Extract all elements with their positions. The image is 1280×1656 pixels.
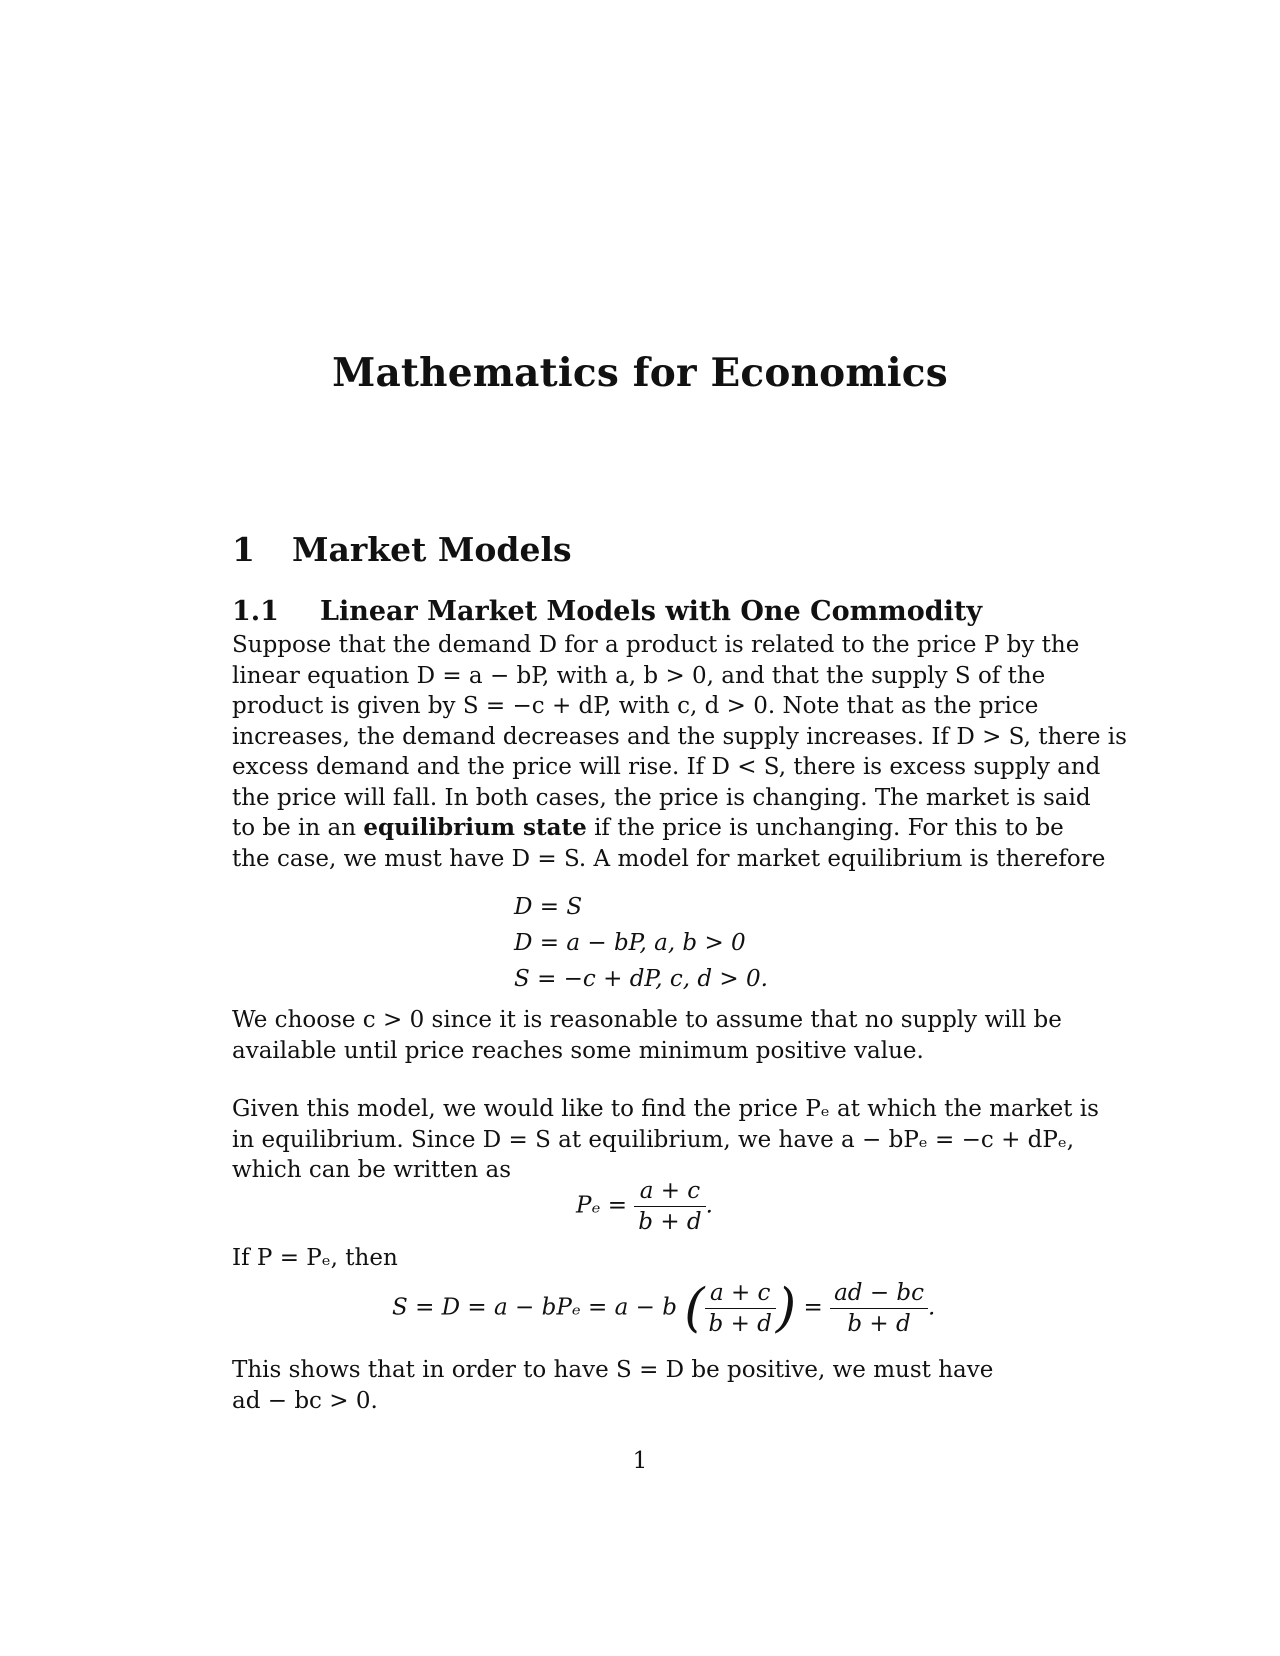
equation-supply-demand <box>392 1278 935 1339</box>
fraction <box>705 1278 776 1339</box>
text-line: which can be written as <box>232 1157 511 1183</box>
equation-line: S = −c + dP, c, d > 0. <box>514 966 768 992</box>
text-line: product is given by S = −c + dP, with c, d > 0. Note that as the price <box>232 693 1039 719</box>
paragraph-condition <box>232 1243 1052 1274</box>
text-line: linear equation D = a − bP, with a, b > 0, and that the supply S of the <box>232 662 1046 689</box>
fraction <box>634 1176 705 1237</box>
equation-end: . <box>705 1192 713 1219</box>
numerator: ad − bc <box>834 1280 925 1306</box>
equation-equilibrium-price <box>576 1176 713 1237</box>
text-line: This shows that in order to have S = D be positive, we must have <box>232 1357 994 1383</box>
text-line: available until price reaches some minimum positive value. <box>232 1037 924 1064</box>
equation-line: D = S <box>514 894 583 920</box>
text-line: the case, we must have D = S. A model for market equilibrium is therefore <box>232 845 1106 872</box>
text-line: We choose c > 0 since it is reasonable to assume that no supply will be <box>232 1007 1062 1033</box>
text-line <box>232 813 1064 844</box>
equation-lhs: Pₑ = <box>576 1192 627 1219</box>
fraction <box>830 1278 928 1339</box>
section-number: 1 <box>232 530 255 569</box>
equals-sign: = <box>803 1294 823 1321</box>
equation-line: D = a − bP, a, b > 0 <box>514 930 746 956</box>
paragraph-conclusion <box>232 1355 1052 1416</box>
subsection-heading <box>232 596 982 627</box>
equation-lhs: S = D = a − bPₑ = a − b <box>392 1294 677 1321</box>
text-fragment: to be in an <box>232 815 364 841</box>
subsection-number: 1.1 <box>232 596 279 627</box>
numerator: a + c <box>709 1280 771 1306</box>
text-line: excess demand and the price will rise. If D < S, there is excess supply and <box>232 754 1101 780</box>
numerator: a + c <box>639 1178 701 1204</box>
subsection-title: Linear Market Models with One Commodity <box>320 596 983 627</box>
text-line: in equilibrium. Since D = S at equilibrium, we have a − bPₑ = −c + dPₑ, <box>232 1126 1075 1153</box>
left-paren-icon: ( <box>684 1278 705 1339</box>
text-line: increases, the demand decreases and the supply increases. If D > S, there is <box>232 723 1127 750</box>
text-line: If P = Pₑ, then <box>232 1245 398 1271</box>
page-number: 1 <box>632 1448 648 1474</box>
paragraph-assumption <box>232 1005 1062 1066</box>
paragraph-intro <box>232 630 1127 874</box>
text-line: the price will fall. In both cases, the price is changing. The market is said <box>232 784 1091 811</box>
bold-term: equilibrium state <box>363 814 587 841</box>
document-title: Mathematics for Economics <box>332 350 948 396</box>
denominator: b + d <box>830 1308 928 1339</box>
denominator: b + d <box>634 1206 705 1237</box>
section-heading <box>232 530 572 569</box>
section-title: Market Models <box>292 530 572 569</box>
right-paren-icon: ) <box>775 1278 797 1339</box>
text-line: Suppose that the demand D for a product is related to the price P by the <box>232 632 1080 658</box>
equation-system <box>514 892 768 1000</box>
denominator: b + d <box>705 1308 776 1339</box>
paragraph-equilibrium <box>232 1094 1099 1186</box>
equation-end: . <box>928 1294 936 1321</box>
text-fragment: if the price is unchanging. For this to be <box>586 815 1064 841</box>
text-line: ad − bc > 0. <box>232 1387 378 1414</box>
text-line: Given this model, we would like to find the price Pₑ at which the market is <box>232 1096 1099 1122</box>
